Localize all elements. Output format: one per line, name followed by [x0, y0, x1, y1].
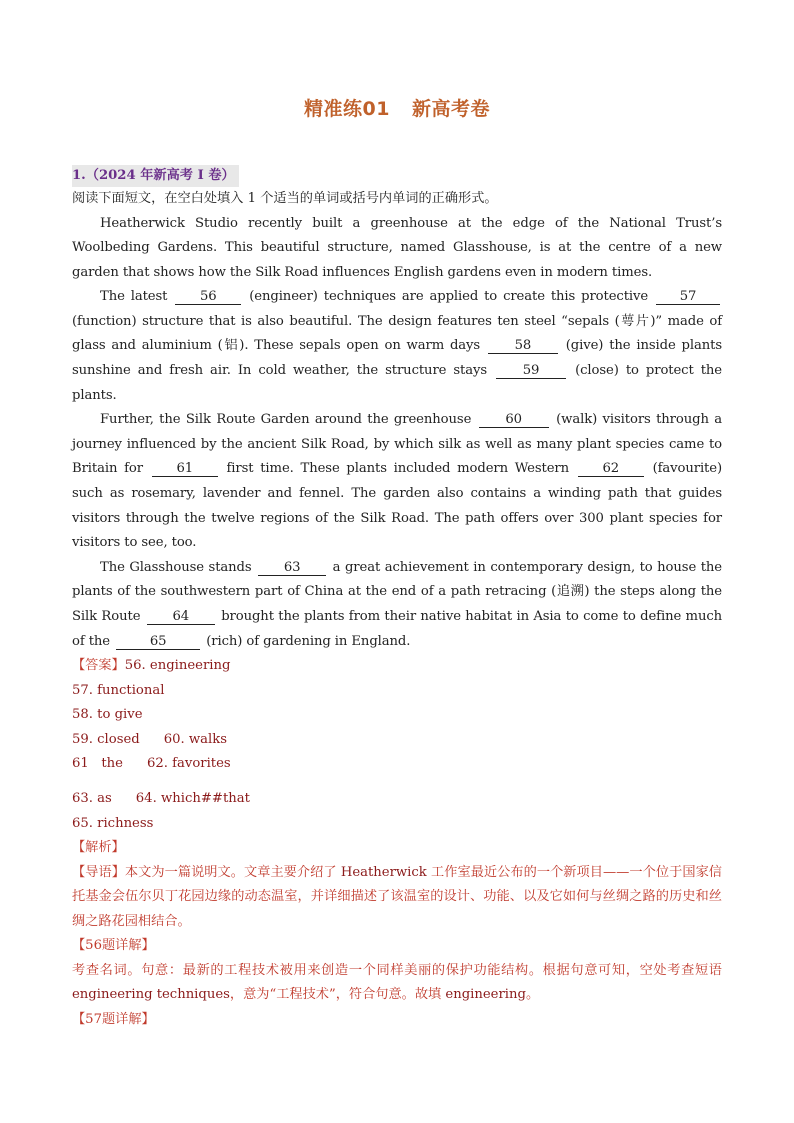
title-part2: 新高考卷: [411, 98, 490, 120]
question-header-row: [72, 164, 722, 187]
blank-62: 62: [578, 461, 644, 477]
answer-62: 62. favorites: [146, 756, 231, 772]
question-header: 1.（2024 年新高考 I 卷）: [72, 165, 239, 187]
analysis-section: [72, 836, 722, 1032]
content-area: [72, 164, 722, 1032]
answer-60: 60. walks: [163, 731, 228, 747]
blank-64: 64: [147, 609, 215, 625]
blank-58: 58: [488, 338, 558, 354]
answer-56: 56. engineering: [124, 658, 231, 674]
blank-60: 60: [479, 412, 549, 428]
passage-paragraph-2: The latest 56 (engineer) techniques are applied to create this protective 57 (function) structure that is also beautiful. The design features ten steel “sepals (萼片)” made of glass and aluminium (铝). These sepals open on warm days 58 (give) the inside plants sunshine and fresh air. In cold weather, the structure stays 59 (close) to protect the plants.: [72, 289, 722, 403]
guide-paragraph: 【导语】本文为一篇说明文。文章主要介绍了 Heatherwick 工作室最近公布的一个新项目——一个位于国家信托基金会伍尔贝丁花园边缘的动态温室，并详细描述了该温室的设计、功能、以及它如何与丝绸之路的历史和丝绸之路花园相结合。: [72, 864, 722, 929]
title-part1: 精准练01: [304, 98, 390, 120]
passage-paragraph-1: Heatherwick Studio recently built a greenhouse at the edge of the National Trust’s Woolbeding Gardens. This beautiful structure, named Glasshouse, is at the centre of a new garden that shows how the Silk Road influences English gardens even in modern times.: [72, 215, 722, 280]
page-title: [0, 94, 794, 121]
answer-64: 64. which##that: [135, 791, 250, 807]
answer-65: 65. richness: [72, 815, 154, 831]
q57-label: 【57题详解】: [72, 1011, 155, 1027]
blank-63: 63: [258, 560, 326, 576]
answer-61: 61 the: [72, 756, 123, 772]
answer-57: 57. functional: [72, 682, 165, 698]
blank-56: 56: [175, 289, 241, 305]
blank-65: 65: [116, 634, 200, 650]
q56-label: 【56题详解】: [72, 938, 155, 954]
answer-59: 59. closed: [72, 731, 140, 747]
blank-59: 59: [496, 363, 566, 379]
analysis-label: 【解析】: [72, 840, 125, 856]
answer-label: 【答案】: [72, 658, 125, 674]
answer-58: 58. to give: [72, 707, 143, 723]
passage-paragraph-3: Further, the Silk Route Garden around the greenhouse 60 (walk) visitors through a journey influenced by the ancient Silk Road, by which silk as well as many plant species came to Britain for 61 first time. These plants included modern Western 62 (favourite) such as rosemary, lavender and fennel. The garden also contains a winding path that guides visitors through the twelve regions of the Silk Road. The path offers over 300 plant species for visitors to see, too.: [72, 412, 723, 551]
blank-57: 57: [656, 289, 720, 305]
passage-paragraph-4: The Glasshouse stands 63 a great achievement in contemporary design, to house the plants of the southwestern part of China at the end of a path retracing (追溯) the steps along the Silk Route 64 brought the plants from their native habitat in Asia to come to define much of the 65 (rich) of gardening in England.: [72, 559, 723, 649]
answer-section: [72, 654, 722, 836]
answer-63: 63. as: [72, 791, 112, 807]
instruction: 阅读下面短文，在空白处填入 1 个适当的单词或括号内单词的正确形式。: [72, 191, 498, 206]
q56-explanation: 考查名词。句意：最新的工程技术被用来创造一个同样美丽的保护功能结构。根据句意可知，空处考查短语 engineering techniques，意为“工程技术”，符合句意。故填 engineering。: [72, 962, 722, 1003]
blank-61: 61: [152, 461, 218, 477]
